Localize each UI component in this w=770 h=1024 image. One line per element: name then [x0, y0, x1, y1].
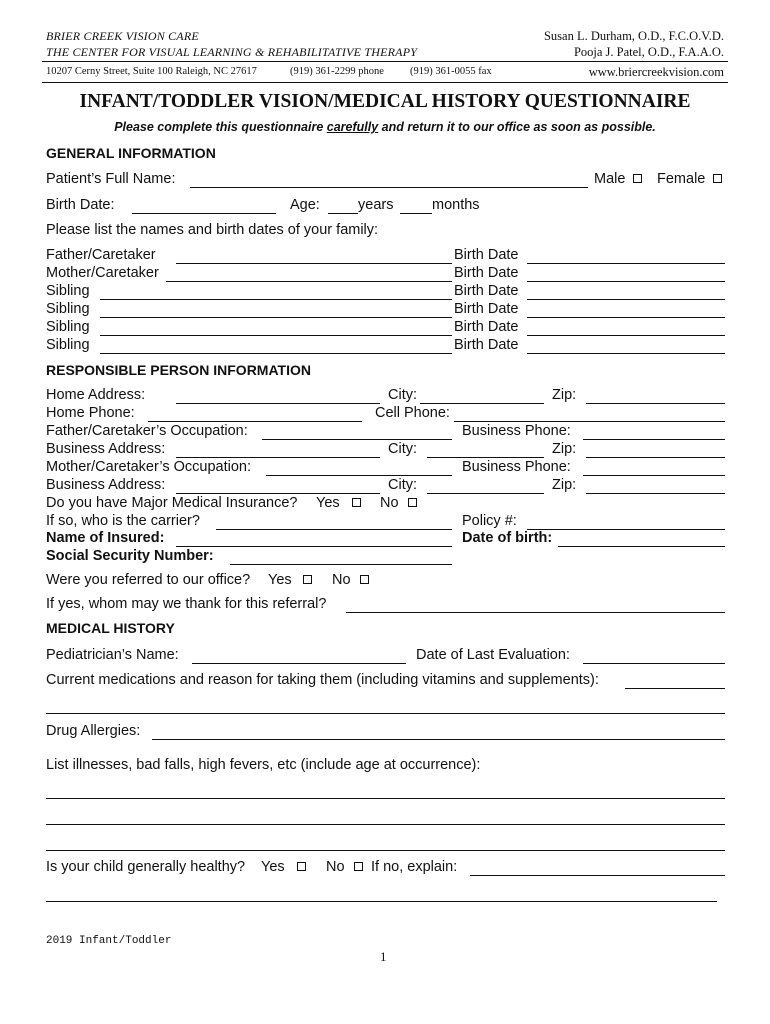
referred-question: Were you referred to our office?	[46, 572, 251, 588]
family-row-label: Sibling	[46, 319, 90, 335]
birth-date-label: Birth Date:	[46, 197, 115, 213]
medications-label: Current medications and reason for taking them (including vitamins and supplements):	[46, 672, 599, 688]
doctor-2: Pooja J. Patel, O.D., F.A.A.O.	[573, 45, 724, 59]
cell-phone-label: Cell Phone:	[375, 405, 450, 421]
date-of-birth-label: Date of birth:	[462, 530, 553, 546]
father-business-address-field[interactable]	[176, 456, 380, 458]
family-birth-field[interactable]	[527, 316, 725, 318]
family-name-field[interactable]	[100, 334, 452, 336]
last-eval-label: Date of Last Evaluation:	[416, 647, 570, 663]
family-row-label: Mother/Caretaker	[46, 265, 159, 281]
family-birth-field[interactable]	[527, 298, 725, 300]
zip-label: Zip:	[552, 441, 577, 457]
responsible-heading: RESPONSIBLE PERSON INFORMATION	[46, 362, 311, 378]
family-name-field[interactable]	[100, 352, 452, 354]
family-row-label: Sibling	[46, 283, 90, 299]
family-name-field[interactable]	[166, 280, 452, 282]
home-address-label: Home Address:	[46, 387, 146, 403]
home-zip-field[interactable]	[586, 402, 725, 404]
mother-business-phone-field[interactable]	[583, 474, 725, 476]
ssn-label: Social Security Number:	[46, 548, 214, 564]
female-checkbox[interactable]	[713, 174, 722, 183]
referral-thanks-label: If yes, whom may we thank for this referral?	[46, 596, 327, 612]
illnesses-field-line-2[interactable]	[46, 823, 725, 825]
family-row-label: Sibling	[46, 301, 90, 317]
male-label: Male	[594, 171, 626, 187]
explain-field[interactable]	[470, 874, 725, 876]
home-city-field[interactable]	[420, 402, 544, 404]
female-label: Female	[657, 171, 706, 187]
family-birth-field[interactable]	[527, 334, 725, 336]
practice-address: 10207 Cerny Street, Suite 100 Raleigh, NC 27617	[46, 66, 257, 77]
policy-field[interactable]	[527, 528, 725, 530]
family-birth-label: Birth Date	[454, 337, 519, 353]
healthy-no-label: No	[326, 859, 345, 875]
ssn-field[interactable]	[230, 563, 452, 565]
family-row-label: Father/Caretaker	[46, 247, 156, 263]
pediatrician-label: Pediatrician’s Name:	[46, 647, 179, 663]
age-label: Age:	[290, 197, 320, 213]
illnesses-field-line-3[interactable]	[46, 849, 725, 851]
age-months-field[interactable]	[400, 212, 432, 214]
cell-phone-field[interactable]	[454, 420, 725, 422]
insurance-yes-checkbox[interactable]	[352, 498, 361, 507]
family-birth-label: Birth Date	[454, 247, 519, 263]
referral-field[interactable]	[346, 611, 725, 613]
medications-field[interactable]	[625, 687, 725, 689]
family-birth-field[interactable]	[527, 262, 725, 264]
birth-date-field[interactable]	[132, 212, 276, 214]
family-birth-field[interactable]	[527, 352, 725, 354]
father-business-city-field[interactable]	[427, 456, 544, 458]
insurance-yes-label: Yes	[316, 495, 340, 511]
mother-occupation-label: Mother/Caretaker’s Occupation:	[46, 459, 251, 475]
illnesses-label: List illnesses, bad falls, high fevers, etc (include age at occurrence):	[46, 757, 481, 773]
months-label: months	[432, 197, 480, 213]
page-number: 1	[380, 949, 387, 964]
allergies-label: Drug Allergies:	[46, 723, 141, 739]
name-insured-label: Name of Insured:	[46, 530, 165, 546]
mother-business-phone-label: Business Phone:	[462, 459, 571, 475]
father-business-phone-label: Business Phone:	[462, 423, 571, 439]
zip-label: Zip:	[552, 387, 577, 403]
family-name-field[interactable]	[176, 262, 452, 264]
instructions-before: Please complete this questionnaire	[114, 120, 327, 134]
referred-yes-label: Yes	[268, 572, 292, 588]
family-name-field[interactable]	[100, 298, 452, 300]
instructions-emphasis: carefully	[326, 120, 379, 134]
family-name-field[interactable]	[100, 316, 452, 318]
doctor-1: Susan L. Durham, O.D., F.C.O.V.D.	[543, 29, 724, 43]
insurance-question: Do you have Major Medical Insurance?	[46, 495, 298, 511]
patient-name-field[interactable]	[190, 186, 588, 188]
instructions-after: and return it to our office as soon as possible.	[378, 120, 656, 134]
carrier-field[interactable]	[216, 528, 452, 530]
insurance-no-checkbox[interactable]	[408, 498, 417, 507]
allergies-field[interactable]	[152, 738, 725, 740]
practice-fax: (919) 361-0055 fax	[410, 66, 492, 77]
medications-field-line-2[interactable]	[46, 712, 725, 714]
mother-business-city-field[interactable]	[427, 492, 544, 494]
referred-no-label: No	[332, 572, 351, 588]
date-of-birth-field[interactable]	[558, 545, 725, 547]
name-insured-field[interactable]	[176, 545, 452, 547]
if-no-explain-label: If no, explain:	[371, 859, 458, 875]
family-birth-field[interactable]	[527, 280, 725, 282]
father-business-address-label: Business Address:	[46, 441, 166, 457]
male-checkbox[interactable]	[633, 174, 642, 183]
home-address-field[interactable]	[176, 402, 380, 404]
city-label: City:	[388, 387, 417, 403]
city-label: City:	[388, 441, 417, 457]
father-business-zip-field[interactable]	[586, 456, 725, 458]
referred-no-checkbox[interactable]	[360, 575, 369, 584]
practice-name: BRIER CREEK VISION CARE	[46, 29, 199, 43]
practice-tagline: THE CENTER FOR VISUAL LEARNING & REHABILITATIVE THERAPY	[46, 45, 418, 59]
practice-phone: (919) 361-2299 phone	[290, 66, 384, 77]
family-prompt: Please list the names and birth dates of your family:	[46, 222, 379, 238]
father-occupation-label: Father/Caretaker’s Occupation:	[46, 423, 248, 439]
explain-field-line-2[interactable]	[46, 900, 717, 902]
city-label: City:	[388, 477, 417, 493]
instructions	[0, 120, 770, 134]
father-business-phone-field[interactable]	[583, 438, 725, 440]
practice-website[interactable]: www.briercreekvision.com	[588, 65, 724, 79]
mother-business-address-field[interactable]	[176, 492, 380, 494]
insurance-no-label: No	[380, 495, 399, 511]
mother-occupation-field[interactable]	[266, 474, 452, 476]
home-phone-label: Home Phone:	[46, 405, 135, 421]
healthy-no-checkbox[interactable]	[354, 862, 363, 871]
header-rule-top	[42, 61, 728, 62]
form-id: 2019 Infant/Toddler	[46, 935, 172, 947]
page-title: INFANT/TODDLER VISION/MEDICAL HISTORY QUESTIONNAIRE	[79, 91, 691, 112]
family-birth-label: Birth Date	[454, 283, 519, 299]
healthy-yes-label: Yes	[261, 859, 285, 875]
medical-heading: MEDICAL HISTORY	[46, 620, 175, 636]
healthy-yes-checkbox[interactable]	[297, 862, 306, 871]
family-row-label: Sibling	[46, 337, 90, 353]
patient-name-label: Patient’s Full Name:	[46, 171, 176, 187]
home-phone-field[interactable]	[148, 420, 362, 422]
family-birth-label: Birth Date	[454, 301, 519, 317]
healthy-question: Is your child generally healthy?	[46, 859, 246, 875]
illnesses-field-line-1[interactable]	[46, 797, 725, 799]
father-occupation-field[interactable]	[262, 438, 452, 440]
pediatrician-field[interactable]	[192, 662, 406, 664]
mother-business-address-label: Business Address:	[46, 477, 166, 493]
header-rule-bottom	[42, 82, 728, 83]
family-birth-label: Birth Date	[454, 319, 519, 335]
general-heading: GENERAL INFORMATION	[46, 145, 216, 161]
mother-business-zip-field[interactable]	[586, 492, 725, 494]
carrier-label: If so, who is the carrier?	[46, 513, 200, 529]
zip-label: Zip:	[552, 477, 577, 493]
years-label: years	[358, 197, 394, 213]
policy-label: Policy #:	[462, 513, 517, 529]
last-eval-field[interactable]	[583, 662, 725, 664]
family-birth-label: Birth Date	[454, 265, 519, 281]
age-years-field[interactable]	[328, 212, 358, 214]
referred-yes-checkbox[interactable]	[303, 575, 312, 584]
